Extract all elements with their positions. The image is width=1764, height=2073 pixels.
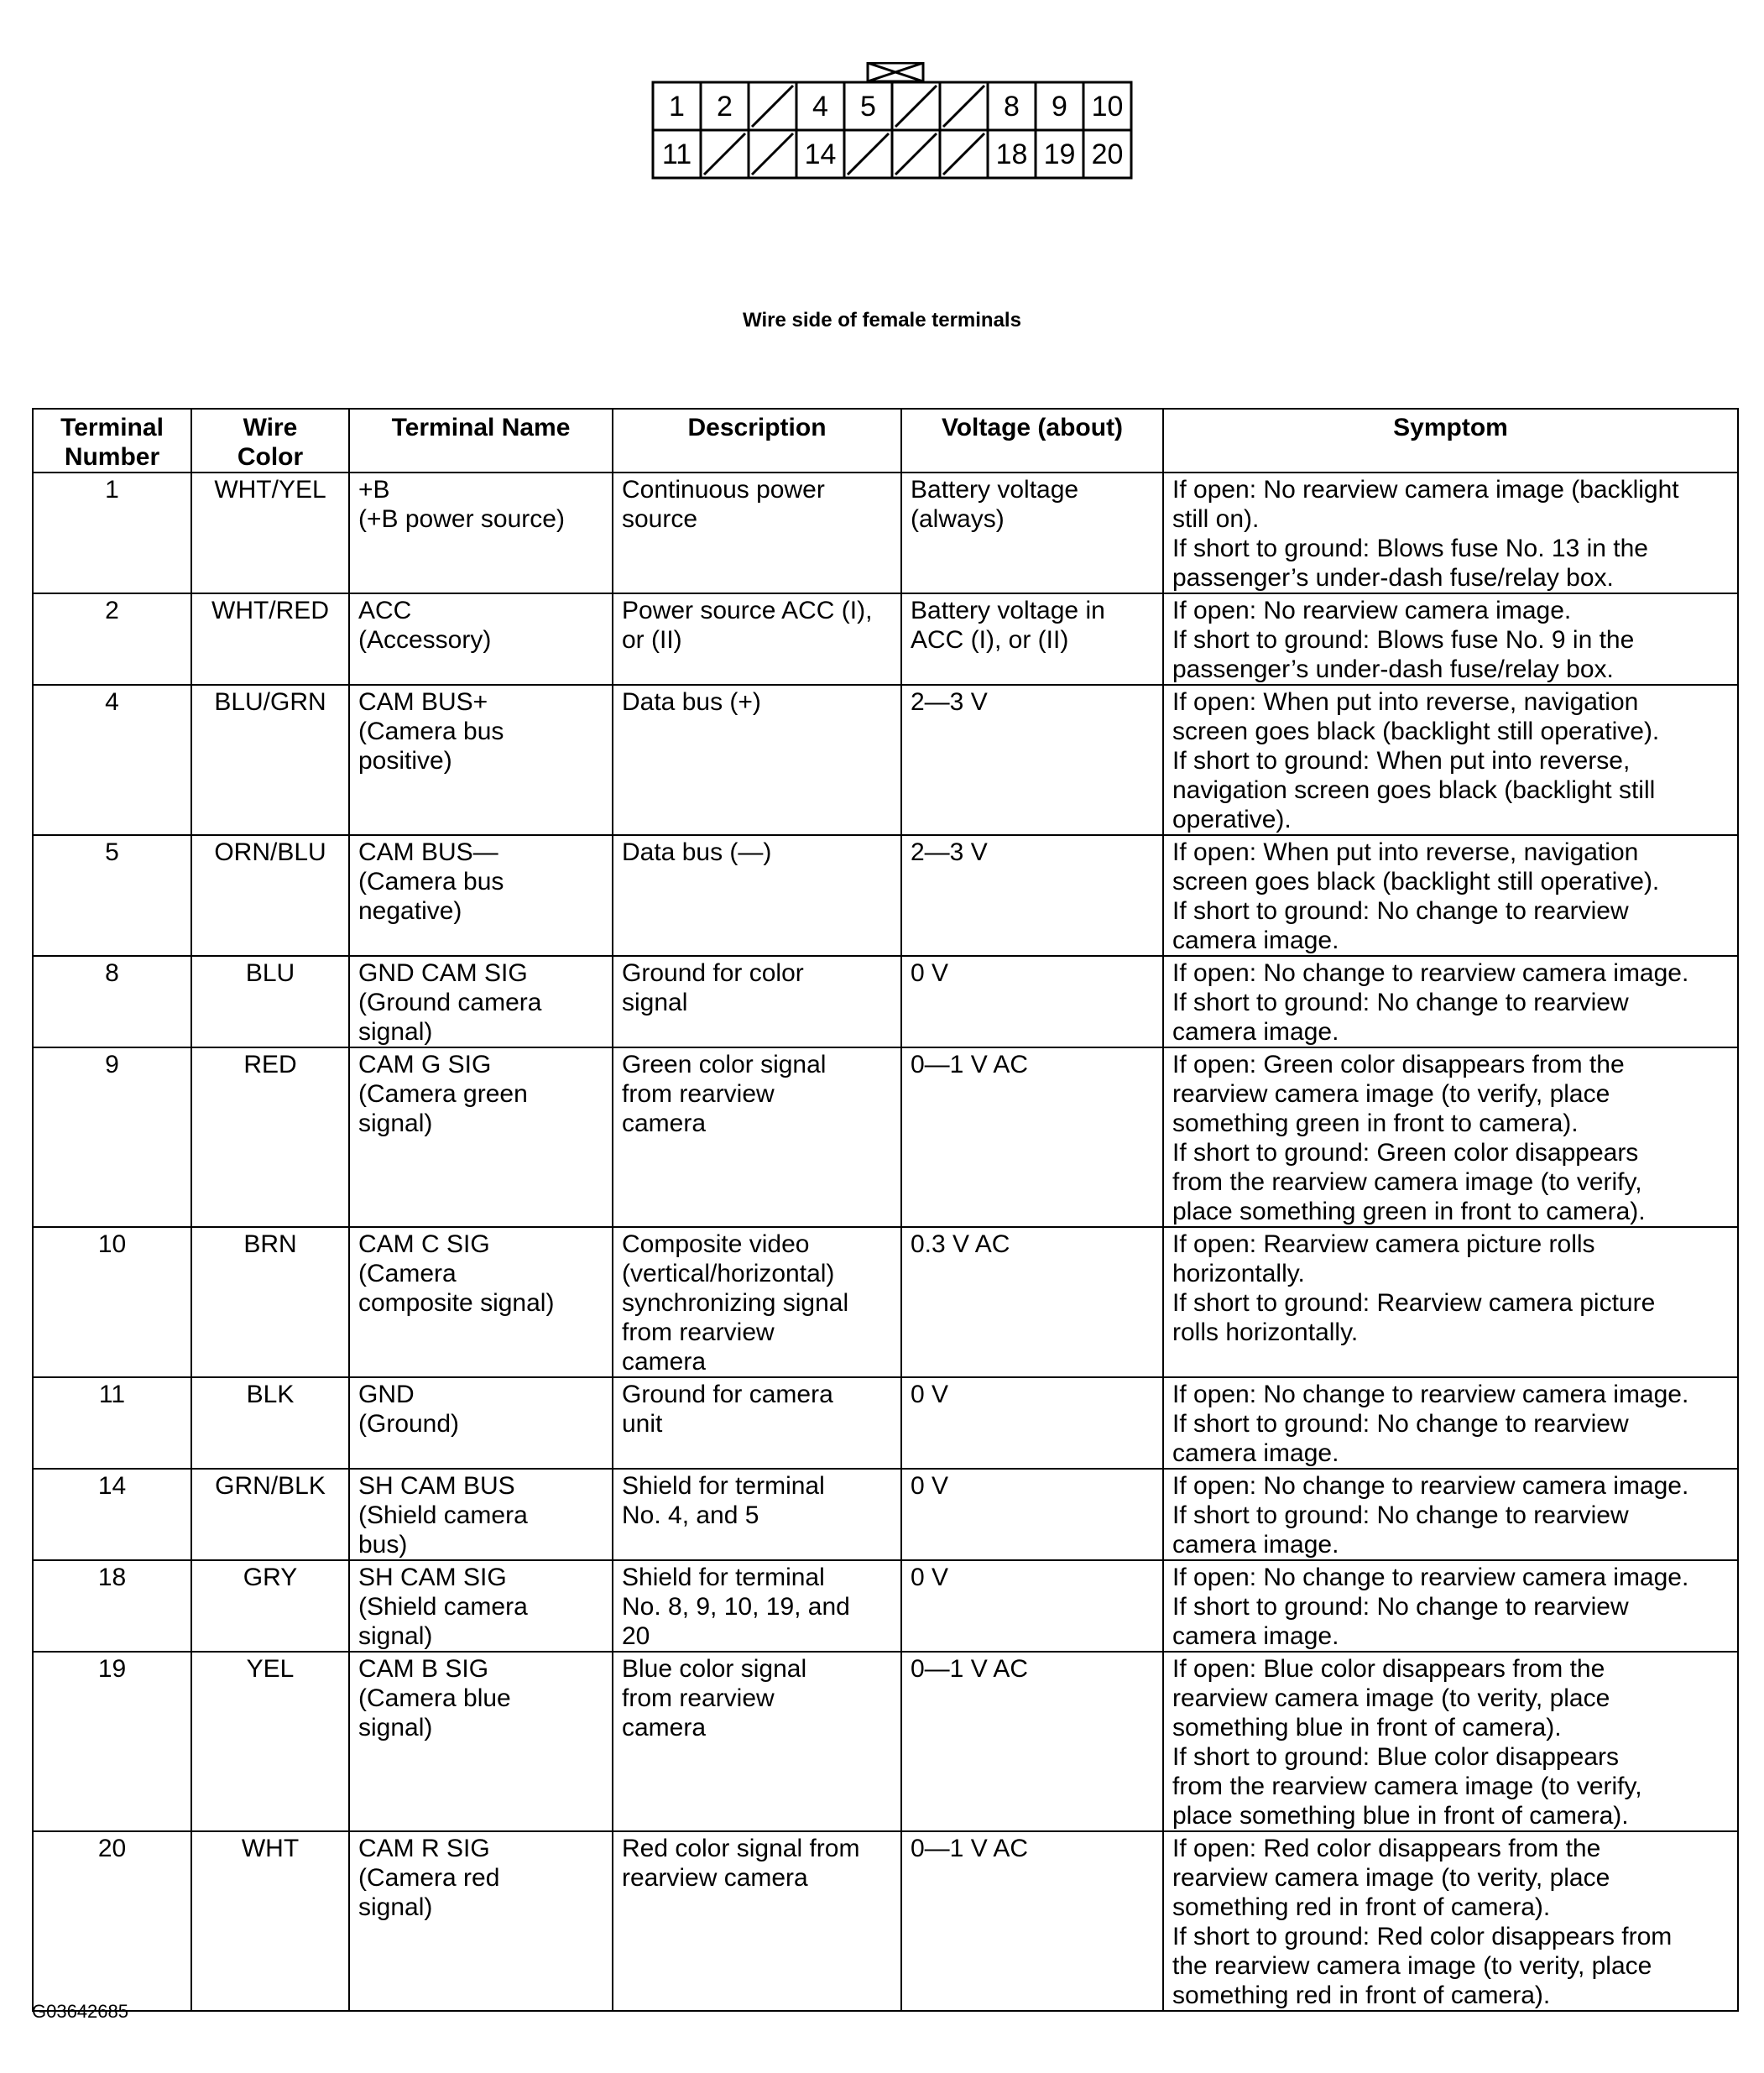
cell-description [613,1831,901,2011]
cell-symptom-line: still on). [1172,505,1260,533]
cell-description-line: camera [622,1110,707,1137]
cell-wire-color [191,1560,349,1652]
cell-symptom-line: rearview camera image (to verity, place [1172,1684,1610,1712]
cell-terminal-name-line: bus) [358,1531,408,1559]
header-voltage: Voltage (about) [901,409,1163,473]
cell-description [613,835,901,956]
cell-terminal-name-line: SH CAM BUS [358,1472,515,1500]
cell-description-line: Composite video [622,1230,810,1258]
cell-description-line: from rearview [622,1318,775,1346]
cell-terminal-number-line: 18 [97,1564,127,1591]
cell-description [613,1227,901,1377]
cell-terminal-name-line: (Shield camera [358,1593,528,1621]
cell-terminal-number [33,1560,191,1652]
cell-voltage-line: 0.3 V AC [911,1230,1010,1258]
cell-terminal-number-line: 14 [97,1472,127,1500]
cell-wire-color [191,835,349,956]
cell-description [613,1560,901,1652]
cell-terminal-name [349,1469,613,1560]
cell-description-line: Data bus (+) [622,688,761,716]
cell-voltage-line: (always) [911,505,1005,533]
cell-terminal-name [349,473,613,593]
cell-symptom [1163,593,1738,685]
cell-symptom-line: If open: No rearview camera image. [1172,597,1572,624]
cell-symptom-line: If short to ground: Blue color disappears [1172,1743,1619,1771]
cell-symptom-line: place something green in front to camera). [1172,1198,1646,1225]
cell-symptom-line: from the rearview camera image (to verify, [1172,1773,1642,1800]
cell-terminal-name-line: signal) [358,1110,433,1137]
cell-terminal-name [349,1227,613,1377]
cell-symptom [1163,1560,1738,1652]
table-header-row [33,409,1738,473]
cell-terminal-name-line: signal) [358,1622,433,1650]
cell-voltage-line: 0 V [911,959,949,987]
cell-terminal-name-line: (+B power source) [358,505,565,533]
table-row [33,1047,1738,1227]
cell-symptom-line: something red in front of camera). [1172,1982,1551,2009]
cell-description-line: signal [622,989,688,1016]
cell-symptom [1163,956,1738,1047]
header-terminal-name: Terminal Name [349,409,613,473]
cell-terminal-number-line: 20 [97,1835,127,1862]
cell-symptom [1163,685,1738,835]
cell-description-line: unit [622,1410,663,1438]
figure-code: G03642685 [32,2001,128,2022]
cell-terminal-name-line: negative) [358,897,462,925]
cell-symptom-line: camera image. [1172,1531,1339,1559]
cell-description [613,1377,901,1469]
connector-pin-label: 1 [669,91,685,123]
cell-terminal-number [33,1377,191,1469]
connector-pin-label: 4 [812,91,828,123]
cell-terminal-number [33,593,191,685]
cell-terminal-name [349,835,613,956]
cell-description-line: No. 8, 9, 10, 19, and [622,1593,850,1621]
cell-symptom-line: something red in front of camera). [1172,1893,1551,1921]
cell-description-line: synchronizing signal [622,1289,849,1317]
table-row [33,1469,1738,1560]
cell-terminal-number [33,685,191,835]
cell-terminal-name-line: signal) [358,1714,433,1741]
cell-symptom-line: passenger’s under-dash fuse/relay box. [1172,655,1614,683]
cell-symptom [1163,1227,1738,1377]
cell-wire-color [191,685,349,835]
cell-description [613,1469,901,1560]
cell-wire-color [191,473,349,593]
cell-symptom-line: If open: Red color disappears from the [1172,1835,1601,1862]
cell-wire-color-line: WHT/RED [211,597,329,624]
cell-symptom [1163,1831,1738,2011]
diagram-caption: Wire side of female terminals [743,309,1021,332]
cell-symptom-line: screen goes black (backlight still operative). [1172,868,1660,896]
cell-description [613,1652,901,1831]
connector-pin-label: 18 [995,138,1028,170]
cell-symptom-line: place something blue in front of camera). [1172,1802,1629,1830]
cell-description-line: Blue color signal [622,1655,807,1683]
cell-voltage [901,1377,1163,1469]
cell-voltage-line: 0 V [911,1472,949,1500]
cell-terminal-name [349,685,613,835]
cell-symptom-line: the rearview camera image (to verity, place [1172,1952,1652,1980]
cell-symptom-line: If open: No rearview camera image (backlight [1172,476,1679,504]
cell-terminal-name-line: CAM BUS— [358,838,498,866]
cell-description-line: camera [622,1714,707,1741]
cell-voltage-line: ACC (I), or (II) [911,626,1069,654]
cell-symptom-line: rearview camera image (to verify, place [1172,1080,1610,1108]
cell-terminal-name-line: (Accessory) [358,626,492,654]
connector-pin-label: 19 [1043,138,1076,170]
cell-terminal-name-line: (Ground camera [358,989,542,1016]
header-text: Terminal [60,414,164,441]
cell-description-line: Ground for camera [622,1381,833,1408]
cell-symptom-line: If open: No change to rearview camera image. [1172,1472,1689,1500]
cell-terminal-number [33,1831,191,2011]
cell-symptom-line: If open: No change to rearview camera image. [1172,959,1689,987]
cell-terminal-number-line: 8 [105,959,119,987]
cell-voltage [901,1469,1163,1560]
cell-symptom-line: rolls horizontally. [1172,1318,1359,1346]
cell-symptom-line: camera image. [1172,927,1339,954]
cell-description-line: source [622,505,698,533]
cell-voltage-line: 0—1 V AC [911,1655,1029,1683]
cell-terminal-name-line: (Ground) [358,1410,460,1438]
cell-wire-color-line: BLU/GRN [214,688,326,716]
table-row [33,1560,1738,1652]
cell-description-line: Shield for terminal [622,1472,825,1500]
cell-symptom-line: If short to ground: When put into reverse, [1172,747,1631,775]
cell-symptom [1163,1047,1738,1227]
cell-terminal-number-line: 11 [98,1381,126,1408]
cell-symptom-line: If open: Green color disappears from the [1172,1051,1625,1078]
connector-pin-label: 10 [1091,91,1124,123]
cell-symptom-line: If short to ground: No change to rearview [1172,1410,1629,1438]
connector-svg [651,62,1133,180]
cell-symptom-line: If short to ground: Blows fuse No. 13 in the [1172,535,1648,562]
cell-symptom-line: If short to ground: No change to rearview [1172,1593,1629,1621]
cell-terminal-name-line: +B [358,476,390,504]
cell-voltage-line: Battery voltage [911,476,1079,504]
connector-pin-label: 2 [717,91,733,123]
cell-terminal-name-line: CAM C SIG [358,1230,490,1258]
cell-wire-color-line: BLU [245,959,295,987]
cell-wire-color [191,593,349,685]
cell-terminal-name [349,593,613,685]
connector-pin-label: 20 [1091,138,1124,170]
cell-terminal-number [33,835,191,956]
cell-symptom [1163,1377,1738,1469]
cell-description [613,473,901,593]
cell-symptom-line: rearview camera image (to verity, place [1172,1864,1610,1892]
cell-terminal-number-line: 10 [97,1230,127,1258]
cell-terminal-number-line: 9 [105,1051,119,1078]
cell-symptom-line: operative). [1172,806,1292,833]
header-description: Description [613,409,901,473]
cell-voltage [901,473,1163,593]
cell-description-line: camera [622,1348,707,1376]
cell-symptom-line: If open: When put into reverse, navigation [1172,688,1639,716]
cell-symptom-line: If short to ground: Red color disappears from [1172,1923,1673,1950]
header-terminal-number [33,409,191,473]
cell-symptom-line: from the rearview camera image (to verify, [1172,1168,1642,1196]
cell-terminal-name-line: ACC [358,597,412,624]
cell-symptom-line: camera image. [1172,1439,1339,1467]
cell-terminal-name-line: CAM R SIG [358,1835,490,1862]
cell-symptom-line: passenger’s under-dash fuse/relay box. [1172,564,1614,592]
cell-terminal-name-line: composite signal) [358,1289,555,1317]
cell-description [613,956,901,1047]
cell-wire-color-line: ORN/BLU [214,838,326,866]
cell-terminal-name [349,1377,613,1469]
cell-terminal-name-line: (Camera [358,1260,457,1287]
cell-symptom-line: If open: Rearview camera picture rolls [1172,1230,1595,1258]
cell-voltage-line: 0 V [911,1381,949,1408]
cell-symptom-line: camera image. [1172,1622,1339,1650]
cell-voltage-line: 0—1 V AC [911,1051,1029,1078]
table-row [33,1652,1738,1831]
table-row [33,956,1738,1047]
cell-description-line: Continuous power [622,476,825,504]
cell-symptom-line: If short to ground: Rearview camera picture [1172,1289,1656,1317]
cell-description-line: Power source ACC (I), [622,597,873,624]
connector-pin-label: 5 [860,91,876,123]
cell-description-line: from rearview [622,1684,775,1712]
cell-description-line: from rearview [622,1080,775,1108]
cell-voltage [901,1047,1163,1227]
cell-description-line: Ground for color [622,959,804,987]
cell-terminal-name-line: CAM B SIG [358,1655,489,1683]
cell-wire-color-line: BLK [246,1381,295,1408]
cell-description-line: (vertical/horizontal) [622,1260,835,1287]
cell-terminal-name-line: (Camera blue [358,1684,511,1712]
cell-terminal-number-line: 5 [105,838,119,866]
cell-symptom-line: something blue in front of camera). [1172,1714,1562,1741]
cell-terminal-number-line: 2 [105,597,119,624]
header-text: Wire [243,414,298,441]
cell-symptom [1163,473,1738,593]
cell-terminal-name [349,956,613,1047]
cell-wire-color-line: GRN/BLK [215,1472,326,1500]
cell-terminal-number [33,1227,191,1377]
cell-terminal-name-line: positive) [358,747,452,775]
table-row [33,835,1738,956]
cell-terminal-name-line: signal) [358,1893,433,1921]
cell-symptom-line: If short to ground: Green color disappears [1172,1139,1639,1167]
table-row [33,593,1738,685]
table-row [33,1377,1738,1469]
cell-symptom-line: horizontally. [1172,1260,1305,1287]
header-text: Color [237,443,304,471]
cell-terminal-number-line: 4 [105,688,119,716]
cell-symptom-line: screen goes black (backlight still operative). [1172,718,1660,745]
terminal-table [32,408,1739,2012]
cell-wire-color-line: WHT [241,1835,300,1862]
cell-symptom [1163,1469,1738,1560]
cell-symptom-line: If short to ground: Blows fuse No. 9 in the [1172,626,1635,654]
cell-terminal-name-line: (Camera bus [358,868,504,896]
cell-wire-color [191,1377,349,1469]
cell-symptom-line: navigation screen goes black (backlight still [1172,776,1656,804]
cell-terminal-number [33,1047,191,1227]
cell-wire-color-line: WHT/YEL [214,476,326,504]
header-symptom: Symptom [1163,409,1738,473]
cell-terminal-number [33,473,191,593]
cell-wire-color-line: GRY [243,1564,298,1591]
cell-symptom-line: If open: Blue color disappears from the [1172,1655,1605,1683]
cell-description-line: or (II) [622,626,682,654]
cell-terminal-name-line: GND [358,1381,415,1408]
cell-wire-color [191,1227,349,1377]
cell-wire-color [191,1831,349,2011]
cell-terminal-name-line: CAM BUS+ [358,688,488,716]
cell-wire-color [191,1047,349,1227]
cell-terminal-name-line: CAM G SIG [358,1051,492,1078]
header-text: Number [64,443,160,471]
cell-symptom-line: If short to ground: No change to rearview [1172,989,1629,1016]
cell-terminal-number [33,1469,191,1560]
cell-symptom-line: If short to ground: No change to rearview [1172,1501,1629,1529]
connector-pin-label: 14 [804,138,837,170]
cell-terminal-name [349,1652,613,1831]
cell-symptom [1163,835,1738,956]
cell-terminal-name-line: (Camera bus [358,718,504,745]
table-row [33,685,1738,835]
cell-wire-color [191,1652,349,1831]
cell-terminal-name-line: signal) [358,1018,433,1046]
cell-voltage-line: 2—3 V [911,838,988,866]
cell-wire-color-line: YEL [246,1655,295,1683]
table-row [33,1831,1738,2011]
cell-terminal-name-line: (Camera green [358,1080,528,1108]
connector-pin-label: 8 [1004,91,1020,123]
connector-diagram [651,62,1133,180]
cell-terminal-name [349,1560,613,1652]
cell-voltage [901,835,1163,956]
cell-terminal-name-line: SH CAM SIG [358,1564,507,1591]
cell-description-line: Data bus (—) [622,838,772,866]
cell-wire-color-line: BRN [243,1230,297,1258]
cell-symptom-line: If open: No change to rearview camera image. [1172,1381,1689,1408]
cell-wire-color-line: RED [243,1051,297,1078]
cell-wire-color [191,1469,349,1560]
cell-terminal-number-line: 1 [105,476,119,504]
connector-pin-label: 11 [661,138,692,170]
cell-voltage [901,1652,1163,1831]
cell-voltage [901,1831,1163,2011]
cell-terminal-name-line: (Shield camera [358,1501,528,1529]
cell-terminal-name [349,1831,613,2011]
cell-terminal-number [33,956,191,1047]
cell-voltage [901,956,1163,1047]
cell-voltage-line: 0—1 V AC [911,1835,1029,1862]
cell-voltage [901,1560,1163,1652]
cell-description-line: Green color signal [622,1051,827,1078]
cell-description-line: 20 [622,1622,650,1650]
cell-voltage [901,1227,1163,1377]
cell-description-line: No. 4, and 5 [622,1501,759,1529]
cell-description [613,685,901,835]
cell-terminal-name-line: (Camera red [358,1864,500,1892]
cell-description-line: Shield for terminal [622,1564,825,1591]
cell-symptom-line: If open: No change to rearview camera image. [1172,1564,1689,1591]
cell-description [613,1047,901,1227]
header-wire-color [191,409,349,473]
cell-description [613,593,901,685]
cell-terminal-name-line: GND CAM SIG [358,959,528,987]
cell-symptom-line: If short to ground: No change to rearview [1172,897,1629,925]
cell-symptom-line: camera image. [1172,1018,1339,1046]
cell-symptom-line: something green in front to camera). [1172,1110,1579,1137]
cell-voltage-line: 2—3 V [911,688,988,716]
cell-wire-color [191,956,349,1047]
cell-terminal-number-line: 19 [97,1655,127,1683]
table-row [33,473,1738,593]
cell-symptom-line: If open: When put into reverse, navigation [1172,838,1639,866]
cell-terminal-name [349,1047,613,1227]
connector-pin-label: 9 [1052,91,1067,123]
cell-voltage [901,593,1163,685]
cell-description-line: rearview camera [622,1864,808,1892]
cell-terminal-number [33,1652,191,1831]
cell-description-line: Red color signal from [622,1835,860,1862]
cell-voltage [901,685,1163,835]
cell-voltage-line: Battery voltage in [911,597,1105,624]
table-row [33,1227,1738,1377]
cell-voltage-line: 0 V [911,1564,949,1591]
cell-symptom [1163,1652,1738,1831]
